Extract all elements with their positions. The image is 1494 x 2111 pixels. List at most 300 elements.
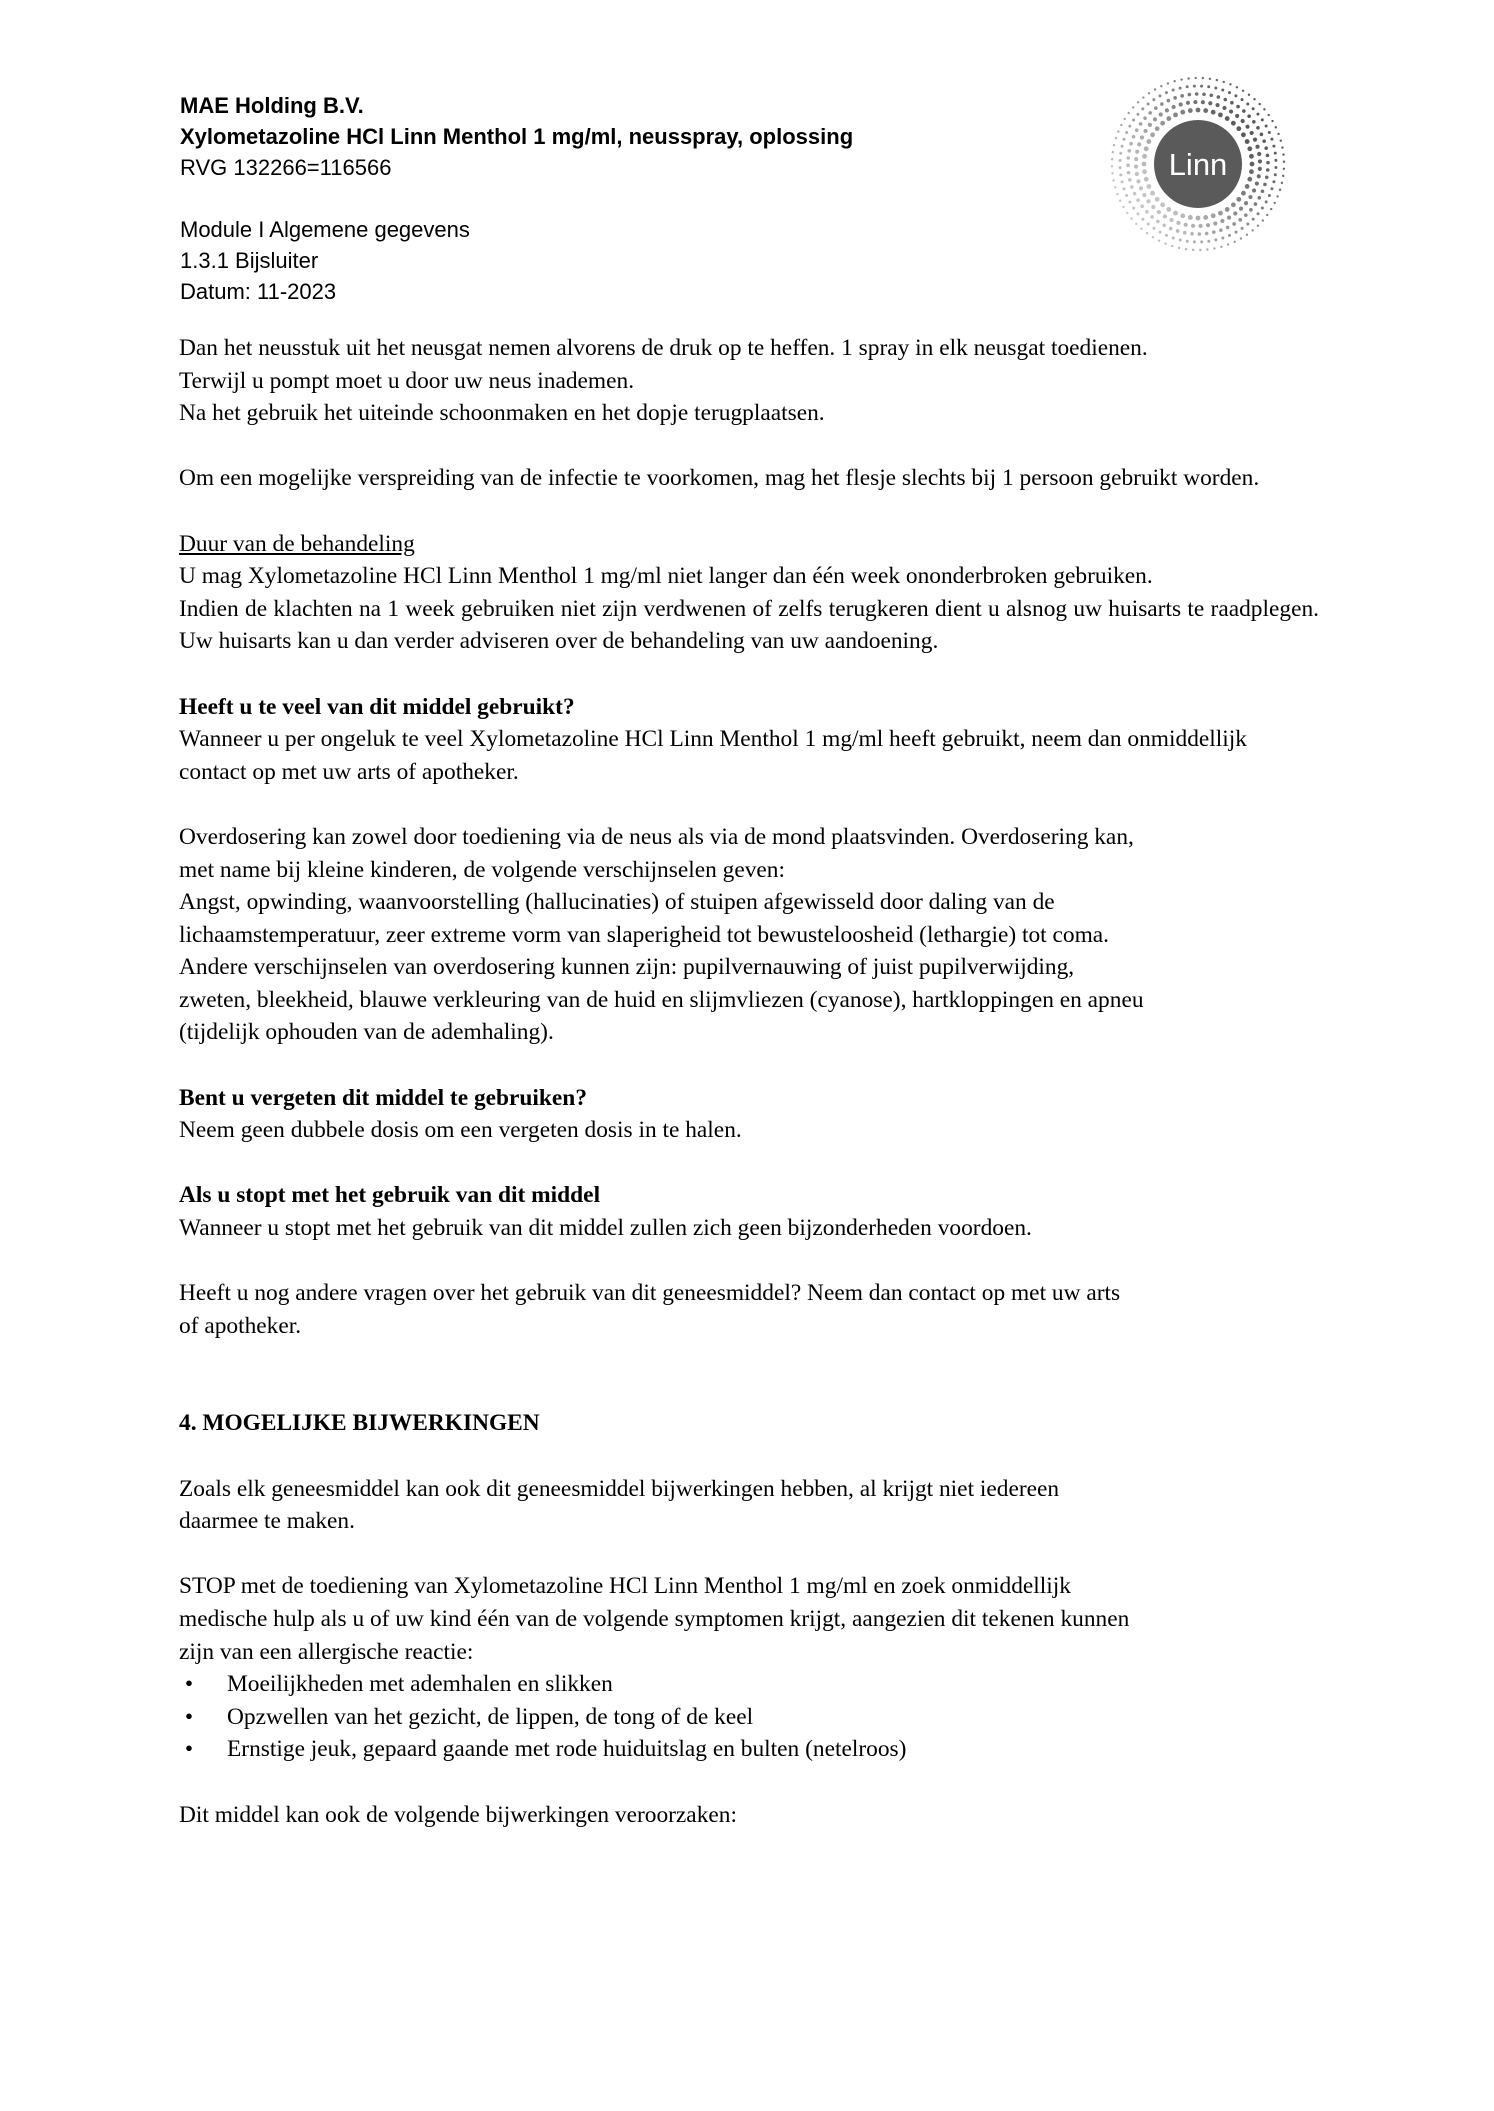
logo-dot — [1115, 137, 1117, 139]
logo-dot — [1223, 81, 1225, 83]
logo-dot — [1165, 108, 1169, 112]
logo-dot — [1167, 82, 1169, 84]
logo-dot — [1167, 99, 1171, 103]
logo-dot — [1125, 131, 1128, 134]
logo-dot — [1207, 85, 1210, 88]
logo-dot — [1242, 90, 1244, 92]
logo-dot — [1250, 162, 1255, 167]
logo-dot — [1257, 224, 1259, 226]
logo-dot — [1218, 211, 1223, 216]
logo-dot — [1195, 92, 1199, 96]
list-item — [179, 1701, 1319, 1734]
logo-dot — [1280, 139, 1282, 141]
logo-dot — [1114, 186, 1116, 188]
overdose-line-1: Overdosering kan zowel door toediening via de neus als via de mond plaatsvinden. Overdosering kan, — [179, 823, 1134, 850]
logo-dot — [1136, 113, 1139, 116]
logo-dot — [1220, 246, 1222, 248]
logo-dot — [1245, 139, 1250, 144]
logo-dot — [1148, 111, 1152, 115]
logo-dot — [1160, 121, 1165, 126]
logo-dot — [1132, 207, 1135, 210]
logo-dot — [1156, 220, 1160, 224]
logo-dot — [1223, 98, 1227, 102]
logo-dot — [1249, 208, 1253, 212]
logo-dot — [1127, 149, 1131, 153]
logo-dot — [1128, 178, 1132, 182]
questions-paragraph — [179, 1277, 1319, 1342]
logo-dot — [1123, 138, 1126, 141]
logo-dot — [1271, 120, 1273, 122]
logo-dot — [1209, 93, 1213, 97]
logo-dot — [1258, 159, 1262, 163]
logo-dot — [1165, 91, 1168, 94]
logo-dot — [1145, 210, 1149, 214]
logo-text: Linn — [1168, 147, 1228, 182]
module-label: Module I Algemene gegevens — [180, 217, 470, 242]
logo-dot — [1151, 205, 1155, 209]
logo-dot — [1255, 181, 1259, 185]
allergy-paragraph — [179, 1570, 1319, 1668]
document-header — [180, 90, 1080, 307]
logo-dot — [1198, 232, 1202, 236]
logo-dot — [1135, 128, 1139, 132]
logo-dot — [1129, 142, 1133, 146]
stop-text: Wanneer u stopt met het gebruik van dit middel zullen zich geen bijzonderheden voordoen. — [179, 1215, 1032, 1242]
logo-dot — [1172, 236, 1175, 239]
logo-dot — [1239, 207, 1243, 211]
bullet-icon: • — [184, 1736, 194, 1763]
logo-dot — [1236, 197, 1241, 202]
logo-dot — [1111, 172, 1113, 174]
logo-dot — [1184, 223, 1188, 227]
logo-dot — [1134, 157, 1138, 161]
logo-dot — [1193, 85, 1196, 88]
logo-dot — [1126, 156, 1130, 160]
logo-dot — [1226, 226, 1230, 230]
logo-dot — [1241, 119, 1245, 123]
overdose-line-3: Angst, opwinding, waanvoorstelling (hallucinaties) of stuipen afgewisseld door daling van de — [179, 889, 1055, 916]
logo-dot — [1193, 240, 1196, 243]
overdose-line-6: zweten, bleekheid, blauwe verkleuring van de huid en slijmvliezen (cyanose), hartkloppingen en apneu — [179, 986, 1144, 1013]
logo-dot — [1250, 131, 1254, 135]
logo-dot — [1128, 125, 1131, 128]
overdose-text: Wanneer u per ongeluk te veel Xylometazoline HCl Linn Menthol 1 mg/ml heeft gebruikt, neem dan onmiddellijk contact op met uw arts of apotheker. — [179, 726, 1247, 785]
company-name: MAE Holding B.V. — [180, 93, 364, 118]
side-effects-intro — [179, 1473, 1319, 1538]
infection-paragraph: Om een mogelijke verspreiding van de infectie te voorkomen, mag het flesje slechts bij 1 persoon gebruikt worden. — [179, 465, 1260, 492]
logo-dot — [1208, 101, 1212, 105]
other-side-effects-intro: Dit middel kan ook de volgende bijwerkingen veroorzaken: — [179, 1801, 737, 1828]
logo-dot — [1139, 122, 1143, 126]
logo-dot — [1266, 168, 1270, 172]
logo-dot — [1225, 207, 1230, 212]
logo-dot — [1277, 133, 1279, 135]
questions-line-2: of apotheker. — [179, 1312, 302, 1339]
logo-dot — [1159, 231, 1162, 234]
logo-dot — [1186, 240, 1189, 243]
logo-dot — [1272, 145, 1275, 148]
logo-dot — [1270, 138, 1273, 141]
logo-dot — [1261, 118, 1264, 121]
product-name: Xylometazoline HCl Linn Menthol 1 mg/ml, neusspray, oplossing — [180, 124, 854, 149]
logo-dot — [1158, 240, 1160, 242]
logo-dot — [1160, 102, 1164, 106]
logo-dot — [1265, 200, 1268, 203]
usage-line-3: Na het gebruik het uiteinde schoonmaken en het dopje terugplaatsen. — [179, 400, 825, 427]
logo-dot — [1246, 102, 1249, 105]
logo-dot — [1268, 114, 1270, 116]
logo-dot — [1146, 139, 1151, 144]
logo-dot — [1136, 179, 1140, 183]
overdose-heading: Heeft u te veel van dit middel gebruikt? — [179, 693, 575, 720]
logo-dot — [1119, 152, 1122, 155]
logo-dot — [1198, 224, 1202, 228]
logo-dot — [1206, 223, 1210, 227]
logo-dot — [1154, 106, 1158, 110]
logo-dot — [1246, 234, 1248, 236]
logo-dot — [1137, 142, 1141, 146]
logo-dot — [1159, 94, 1162, 97]
logo-dot — [1207, 240, 1210, 243]
logo-dot — [1266, 154, 1270, 158]
logo-dot — [1229, 109, 1233, 113]
logo-dot — [1205, 232, 1209, 236]
logo-dot — [1188, 215, 1193, 220]
allergy-line-1: STOP met de toediening van Xylometazoline HCl Linn Menthol 1 mg/ml en zoek onmiddellijk — [179, 1573, 1071, 1600]
logo-dot — [1126, 164, 1130, 168]
logo-dot — [1214, 87, 1217, 90]
logo-dot — [1241, 191, 1246, 196]
logo-dot — [1216, 79, 1218, 81]
logo-dot — [1150, 215, 1154, 219]
list-item-text: Ernstige jeuk, gepaard gaande met rode huiduitslag en bulten (netelroos) — [227, 1736, 907, 1763]
logo-dot — [1150, 191, 1155, 196]
logo-dot — [1150, 132, 1155, 137]
logo-dot — [1147, 223, 1150, 226]
logo-dot — [1275, 126, 1277, 128]
usage-line-2: Terwijl u pompt moet u door uw neus inademen. — [179, 367, 635, 394]
logo-dot — [1263, 183, 1267, 187]
logo-dot — [1266, 161, 1270, 165]
logo-dot — [1211, 110, 1216, 115]
logo-dot — [1113, 144, 1115, 146]
logo-dot — [1218, 112, 1223, 117]
logo-dot — [1192, 249, 1194, 251]
logo-dot — [1162, 223, 1166, 227]
logo-dot — [1132, 118, 1135, 121]
logo-dot — [1147, 103, 1150, 106]
logo-dot — [1263, 108, 1265, 110]
logo-dot — [1235, 231, 1238, 234]
logo-dot — [1252, 120, 1256, 124]
document-date: Datum: 11-2023 — [180, 279, 337, 304]
logo-dot — [1119, 166, 1122, 169]
logo-dot — [1256, 126, 1260, 130]
logo-dot — [1246, 222, 1249, 225]
logo-dot — [1257, 152, 1261, 156]
logo-dot — [1236, 126, 1241, 131]
logo-dot — [1196, 216, 1201, 221]
logo-dot — [1142, 162, 1147, 167]
allergy-line-2: medische hulp als u of uw kind één van de volgende symptomen krijgt, aangezien dit tekenen kunnen — [179, 1605, 1130, 1632]
logo-dot — [1153, 117, 1157, 121]
logo-dot — [1180, 94, 1184, 98]
logo-dot — [1215, 103, 1219, 107]
logo-dot — [1137, 101, 1139, 103]
logo-dot — [1268, 194, 1271, 197]
logo-dot — [1232, 222, 1236, 226]
logo-dot — [1140, 204, 1144, 208]
questions-line-1: Heeft u nog andere vragen over het gebruik van dit geneesmiddel? Neem dan contact op met uw arts — [179, 1280, 1121, 1307]
intro-line-1: Zoals elk geneesmiddel kan ook dit geneesmiddel bijwerkingen hebben, al krijgt niet iedereen — [179, 1475, 1060, 1502]
logo-dot — [1120, 124, 1122, 126]
overdose-line-4: lichaamstemperatuur, zeer extreme vorm van slaperigheid tot bewusteloosheid (lethargie) tot coma. — [179, 921, 1110, 948]
logo-dot — [1160, 85, 1162, 87]
logo-dot — [1256, 113, 1259, 116]
forgot-section — [179, 1082, 1319, 1147]
logo-dot — [1245, 125, 1249, 129]
logo-dot — [1236, 105, 1240, 109]
logo-dot — [1142, 169, 1147, 174]
logo-dot — [1188, 108, 1193, 113]
logo-dot — [1217, 95, 1221, 99]
section-label: 1.3.1 Bijsluiter — [180, 248, 319, 273]
list-item — [179, 1733, 1319, 1766]
logo-dot — [1176, 221, 1180, 225]
logo-dot — [1144, 177, 1149, 182]
logo-dot — [1152, 98, 1155, 101]
logo-dot — [1111, 158, 1113, 160]
logo-dot — [1274, 202, 1276, 204]
logo-dot — [1262, 219, 1264, 221]
logo-dot — [1270, 187, 1273, 190]
intro-line-2: daarmee te maken. — [179, 1508, 355, 1535]
logo-dot — [1258, 103, 1260, 105]
logo-dot — [1233, 211, 1237, 215]
logo-dot — [1148, 123, 1152, 127]
logo-dot — [1146, 184, 1151, 189]
logo-dot — [1236, 86, 1238, 88]
logo-dot — [1241, 98, 1244, 101]
logo-dot — [1112, 151, 1114, 153]
logo-dot — [1241, 132, 1246, 137]
logo-dot — [1251, 229, 1253, 231]
logo-dot — [1125, 194, 1128, 197]
stop-heading: Als u stopt met het gebruik van dit middel — [179, 1182, 601, 1209]
logo-dot — [1238, 218, 1242, 222]
logo-dot — [1276, 195, 1278, 197]
logo-dot — [1260, 133, 1264, 137]
logo-dot — [1154, 88, 1156, 90]
logo-dot — [1135, 150, 1139, 154]
logo-dot — [1279, 189, 1281, 191]
list-item-text: Moeilijkheden met ademhalen en slikken — [227, 1671, 613, 1698]
linn-logo-icon — [1108, 64, 1288, 264]
logo-dot — [1160, 202, 1165, 207]
logo-dot — [1213, 221, 1217, 225]
logo-dot — [1143, 116, 1147, 120]
logo-dot — [1219, 228, 1223, 232]
section-4-heading: 4. MOGELIJKE BIJWERKINGEN — [179, 1410, 540, 1437]
logo-dot — [1128, 201, 1131, 204]
logo-dot — [1169, 227, 1173, 231]
logo-dot — [1234, 94, 1237, 97]
logo-dot — [1140, 135, 1144, 139]
logo-dot — [1186, 85, 1189, 88]
logo-dot — [1185, 248, 1187, 250]
logo-dot — [1249, 154, 1254, 159]
logo-dot — [1227, 243, 1229, 245]
logo-dot — [1282, 153, 1284, 155]
logo-dot — [1220, 219, 1224, 223]
rvg-number: RVG 132266=116566 — [180, 155, 392, 180]
logo-dot — [1254, 202, 1258, 206]
logo-dot — [1169, 218, 1173, 222]
logo-dot — [1180, 78, 1182, 80]
logo-dot — [1155, 126, 1160, 131]
logo-dot — [1266, 214, 1268, 216]
logo-dot — [1117, 130, 1119, 132]
logo-dot — [1142, 154, 1147, 159]
logo-dot — [1173, 112, 1178, 117]
bullet-icon: • — [184, 1703, 194, 1730]
logo-dot — [1141, 218, 1144, 221]
overdose-line-5: Andere verschijnselen van overdosering kunnen zijn: pupilvernauwing of juist pupilverwijding, — [179, 954, 1075, 981]
logo-dot — [1180, 110, 1185, 115]
logo-dot — [1136, 198, 1140, 202]
logo-dot — [1121, 180, 1124, 183]
logo-dot — [1146, 199, 1150, 203]
logo-dot — [1248, 94, 1250, 96]
allergy-line-3: zijn van een allergische reactie: — [179, 1638, 474, 1665]
logo-dot — [1116, 193, 1118, 195]
logo-dot — [1229, 83, 1231, 85]
logo-dot — [1196, 108, 1201, 113]
logo-dot — [1203, 215, 1208, 220]
logo-dot — [1183, 231, 1187, 235]
logo-dot — [1222, 106, 1226, 110]
duration-line-1: U mag Xylometazoline HCl Linn Menthol 1 mg/ml niet langer dan één week ononderbroken gebruiken. — [179, 563, 1153, 590]
logo-dot — [1282, 175, 1284, 177]
allergy-symptom-list — [179, 1668, 1319, 1766]
logo-dot — [1137, 212, 1140, 215]
logo-dot — [1257, 212, 1260, 215]
logo-dot — [1163, 214, 1167, 218]
forgot-text: Neem geen dubbele dosis om een vergeten dosis in te halen. — [179, 1117, 742, 1144]
logo-dot — [1244, 201, 1248, 205]
logo-dot — [1230, 101, 1234, 105]
logo-dot — [1172, 89, 1175, 92]
logo-dot — [1119, 199, 1121, 201]
logo-dot — [1257, 196, 1261, 200]
logo-dot — [1281, 182, 1283, 184]
logo-dot — [1203, 108, 1208, 113]
logo-dot — [1193, 100, 1197, 104]
logo-dot — [1152, 236, 1154, 238]
logo-dot — [1144, 146, 1149, 151]
logo-dot — [1111, 165, 1113, 167]
logo-dot — [1247, 114, 1251, 118]
overdose-section — [179, 691, 1319, 789]
logo-dot — [1274, 166, 1277, 169]
logo-dot — [1274, 159, 1277, 162]
logo-dot — [1242, 109, 1246, 113]
logo-dot — [1261, 189, 1265, 193]
logo-dot — [1165, 234, 1168, 237]
forgot-heading: Bent u vergeten dit middel te gebruiken? — [179, 1084, 588, 1111]
logo-dot — [1122, 206, 1124, 208]
logo-dot — [1252, 218, 1255, 221]
logo-dot — [1262, 139, 1266, 143]
logo-dot — [1132, 135, 1136, 139]
logo-dot — [1186, 101, 1190, 105]
logo-dot — [1166, 207, 1171, 212]
logo-dot — [1274, 173, 1277, 176]
logo-dot — [1172, 105, 1176, 109]
logo-dot — [1212, 230, 1216, 234]
logo-dot — [1247, 146, 1252, 151]
logo-dot — [1268, 131, 1271, 134]
logo-dot — [1249, 169, 1254, 174]
logo-dot — [1245, 184, 1250, 189]
logo-dot — [1143, 129, 1147, 133]
logo-dot — [1261, 207, 1264, 210]
logo-dot — [1228, 91, 1231, 94]
logo-dot — [1146, 232, 1148, 234]
logo-dot — [1231, 202, 1236, 207]
logo-dot — [1221, 89, 1224, 92]
logo-dot — [1206, 248, 1208, 250]
logo-dot — [1265, 175, 1269, 179]
logo-dot — [1200, 85, 1203, 88]
logo-dot — [1148, 92, 1150, 94]
header-spacer — [180, 183, 1080, 214]
logo-dot — [1134, 164, 1138, 168]
logo-dot — [1240, 237, 1242, 239]
logo-dot — [1241, 227, 1244, 230]
logo-dot — [1225, 116, 1230, 121]
overdose-line-7: (tijdelijk ophouden van de ademhaling). — [179, 1019, 554, 1046]
logo-dot — [1255, 145, 1259, 149]
logo-dot — [1130, 217, 1132, 219]
logo-dot — [1211, 213, 1216, 218]
document-body — [179, 332, 1319, 1864]
logo-dot — [1155, 197, 1160, 202]
logo-dot — [1126, 212, 1128, 214]
overdose-symptoms-paragraph — [179, 821, 1319, 1049]
logo-dot — [1178, 247, 1180, 249]
logo-dot — [1119, 159, 1122, 162]
logo-dot — [1135, 172, 1139, 176]
duration-section — [179, 528, 1319, 658]
duration-line-2: Indien de klachten na 1 week gebruiken niet zijn verdwenen of zelfs terugkeren dient u alsnog uw huisarts te raadplegen. Uw huisarts kan u dan verder adviseren over de behandeling van uw aandoening. — [179, 595, 1319, 655]
logo-dot — [1173, 80, 1175, 82]
logo-dot — [1253, 138, 1257, 142]
logo-dot — [1140, 228, 1142, 230]
logo-dot — [1128, 112, 1130, 114]
logo-dot — [1157, 210, 1161, 214]
logo-dot — [1152, 227, 1155, 230]
logo-dot — [1272, 180, 1275, 183]
logo-dot — [1200, 240, 1203, 243]
logo-dot — [1190, 232, 1194, 236]
logo-dot — [1124, 118, 1126, 120]
logo-dot — [1179, 102, 1183, 106]
logo-dot — [1132, 106, 1134, 108]
logo-dot — [1214, 238, 1217, 241]
logo-dot — [1166, 116, 1171, 121]
logo-dot — [1201, 100, 1205, 104]
